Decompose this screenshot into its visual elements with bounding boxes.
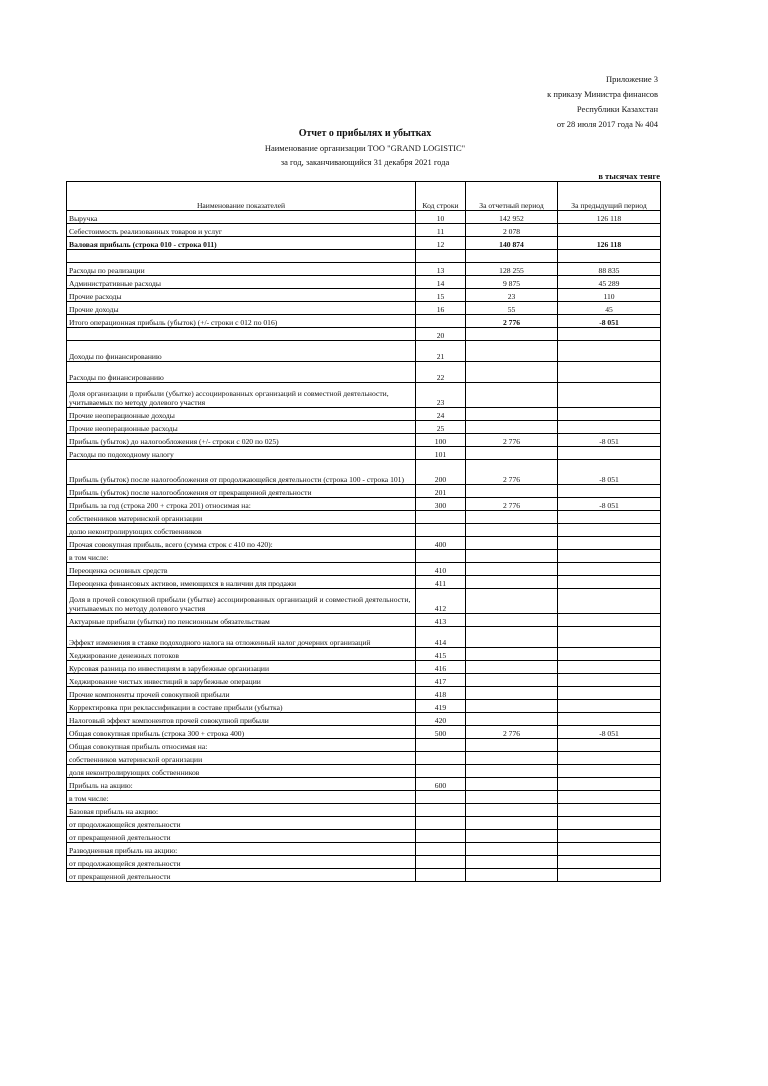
row-name-cell: долю неконтролирующих собственников bbox=[67, 524, 416, 537]
row-code-cell: 412 bbox=[416, 589, 466, 614]
table-row bbox=[67, 843, 661, 856]
row-current-value bbox=[466, 778, 558, 791]
row-code-cell: 200 bbox=[416, 460, 466, 485]
row-previous-value bbox=[558, 550, 661, 563]
row-previous-value bbox=[558, 563, 661, 576]
row-code-cell: 12 bbox=[416, 237, 466, 250]
row-current-value bbox=[466, 589, 558, 614]
table-row bbox=[67, 765, 661, 778]
row-current-value: 2 776 bbox=[466, 460, 558, 485]
table-row bbox=[67, 576, 661, 589]
row-current-value bbox=[466, 752, 558, 765]
row-current-value bbox=[466, 408, 558, 421]
appendix-note bbox=[547, 72, 658, 132]
table-row bbox=[67, 362, 661, 383]
row-code-cell: 410 bbox=[416, 563, 466, 576]
row-previous-value: -8 051 bbox=[558, 315, 661, 328]
row-code-cell: 418 bbox=[416, 687, 466, 700]
row-current-value bbox=[466, 869, 558, 882]
row-name-cell: в том числе: bbox=[67, 791, 416, 804]
row-code-cell bbox=[416, 524, 466, 537]
row-code-cell: 413 bbox=[416, 614, 466, 627]
row-current-value bbox=[466, 250, 558, 263]
row-code-cell bbox=[416, 250, 466, 263]
row-code-cell: 100 bbox=[416, 434, 466, 447]
row-current-value bbox=[466, 830, 558, 843]
table-row bbox=[67, 869, 661, 882]
table-row bbox=[67, 511, 661, 524]
table-row bbox=[67, 289, 661, 302]
row-name-cell: Общая совокупная прибыль относимая на: bbox=[67, 739, 416, 752]
row-current-value bbox=[466, 328, 558, 341]
table-row bbox=[67, 739, 661, 752]
table-row bbox=[67, 524, 661, 537]
table-row bbox=[67, 713, 661, 726]
row-current-value: 2 776 bbox=[466, 726, 558, 739]
table-row bbox=[67, 211, 661, 224]
table-row bbox=[67, 421, 661, 434]
row-name-cell: от продолжающейся деятельности bbox=[67, 817, 416, 830]
row-previous-value bbox=[558, 674, 661, 687]
row-name-cell: Прибыль (убыток) до налогообложения (+/- строки с 020 по 025) bbox=[67, 434, 416, 447]
row-current-value: 2 776 bbox=[466, 498, 558, 511]
row-previous-value bbox=[558, 383, 661, 408]
row-code-cell: 15 bbox=[416, 289, 466, 302]
table-row bbox=[67, 408, 661, 421]
row-current-value bbox=[466, 713, 558, 726]
row-current-value: 2 078 bbox=[466, 224, 558, 237]
row-name-cell: Прочие расходы bbox=[67, 289, 416, 302]
table-row bbox=[67, 485, 661, 498]
row-name-cell: собственников материнской организации bbox=[67, 752, 416, 765]
row-previous-value: 45 bbox=[558, 302, 661, 315]
row-previous-value bbox=[558, 421, 661, 434]
row-previous-value bbox=[558, 614, 661, 627]
row-current-value bbox=[466, 485, 558, 498]
row-current-value bbox=[466, 700, 558, 713]
row-previous-value bbox=[558, 341, 661, 362]
row-previous-value bbox=[558, 791, 661, 804]
row-current-value bbox=[466, 817, 558, 830]
row-current-value bbox=[466, 765, 558, 778]
row-current-value bbox=[466, 447, 558, 460]
row-previous-value bbox=[558, 752, 661, 765]
row-code-cell bbox=[416, 791, 466, 804]
table-row bbox=[67, 563, 661, 576]
row-code-cell bbox=[416, 550, 466, 563]
row-previous-value bbox=[558, 856, 661, 869]
table-header-row bbox=[67, 182, 661, 211]
row-previous-value bbox=[558, 250, 661, 263]
row-code-cell: 13 bbox=[416, 263, 466, 276]
row-current-value bbox=[466, 524, 558, 537]
table-row bbox=[67, 791, 661, 804]
table-row bbox=[67, 752, 661, 765]
row-name-cell: доля неконтролирующих собственников bbox=[67, 765, 416, 778]
row-code-cell bbox=[416, 830, 466, 843]
table-row bbox=[67, 804, 661, 817]
table-row bbox=[67, 434, 661, 447]
row-code-cell: 11 bbox=[416, 224, 466, 237]
row-previous-value bbox=[558, 687, 661, 700]
table-row bbox=[67, 589, 661, 614]
row-code-cell: 201 bbox=[416, 485, 466, 498]
row-code-cell: 16 bbox=[416, 302, 466, 315]
row-code-cell bbox=[416, 817, 466, 830]
row-name-cell bbox=[67, 250, 416, 263]
row-previous-value bbox=[558, 224, 661, 237]
row-code-cell: 24 bbox=[416, 408, 466, 421]
table-row bbox=[67, 674, 661, 687]
row-previous-value: 126 118 bbox=[558, 211, 661, 224]
row-name-cell: собственников материнской организации bbox=[67, 511, 416, 524]
row-previous-value bbox=[558, 778, 661, 791]
row-current-value bbox=[466, 362, 558, 383]
table-row bbox=[67, 315, 661, 328]
row-current-value: 2 776 bbox=[466, 434, 558, 447]
column-header-current: За отчетный период bbox=[466, 182, 558, 211]
row-previous-value bbox=[558, 537, 661, 550]
row-previous-value bbox=[558, 524, 661, 537]
row-code-cell: 10 bbox=[416, 211, 466, 224]
table-row bbox=[67, 237, 661, 250]
row-previous-value bbox=[558, 328, 661, 341]
row-current-value bbox=[466, 537, 558, 550]
appendix-line: Республики Казахстан bbox=[576, 104, 658, 114]
row-previous-value: -8 051 bbox=[558, 498, 661, 511]
row-current-value bbox=[466, 739, 558, 752]
row-previous-value bbox=[558, 447, 661, 460]
row-current-value bbox=[466, 843, 558, 856]
row-previous-value bbox=[558, 408, 661, 421]
row-code-cell: 411 bbox=[416, 576, 466, 589]
row-name-cell: Прибыль (убыток) после налогообложения от прекращенной деятельности bbox=[67, 485, 416, 498]
row-current-value bbox=[466, 674, 558, 687]
row-current-value: 9 875 bbox=[466, 276, 558, 289]
report-title: Отчет о прибылях и убытках bbox=[298, 128, 432, 139]
table-row bbox=[67, 726, 661, 739]
row-previous-value bbox=[558, 713, 661, 726]
row-code-cell: 600 bbox=[416, 778, 466, 791]
row-current-value: 140 874 bbox=[466, 237, 558, 250]
row-previous-value bbox=[558, 804, 661, 817]
income-statement-table bbox=[66, 181, 661, 882]
row-previous-value: -8 051 bbox=[558, 434, 661, 447]
row-name-cell: Общая совокупная прибыль (строка 300 + строка 400) bbox=[67, 726, 416, 739]
table-row bbox=[67, 817, 661, 830]
table-row bbox=[67, 687, 661, 700]
table-row bbox=[67, 830, 661, 843]
row-name-cell: в том числе: bbox=[67, 550, 416, 563]
table-row bbox=[67, 648, 661, 661]
table-row bbox=[67, 341, 661, 362]
row-name-cell: Хеджирование денежных потоков bbox=[67, 648, 416, 661]
table-row bbox=[67, 778, 661, 791]
row-code-cell bbox=[416, 804, 466, 817]
row-previous-value bbox=[558, 576, 661, 589]
table-row bbox=[67, 614, 661, 627]
row-name-cell: Административные расходы bbox=[67, 276, 416, 289]
row-name-cell: от прекращенной деятельности bbox=[67, 869, 416, 882]
row-name-cell: Актуарные прибыли (убытки) по пенсионным обязательствам bbox=[67, 614, 416, 627]
row-name-cell: Эффект изменения в ставке подоходного налога на отложенный налог дочерних организаций bbox=[67, 627, 416, 648]
row-previous-value bbox=[558, 511, 661, 524]
table-row bbox=[67, 661, 661, 674]
row-code-cell bbox=[416, 511, 466, 524]
table-row bbox=[67, 302, 661, 315]
row-code-cell bbox=[416, 856, 466, 869]
row-previous-value bbox=[558, 765, 661, 778]
row-current-value: 142 952 bbox=[466, 211, 558, 224]
row-current-value bbox=[466, 550, 558, 563]
row-code-cell: 500 bbox=[416, 726, 466, 739]
row-current-value bbox=[466, 383, 558, 408]
row-current-value bbox=[466, 421, 558, 434]
table-row bbox=[67, 276, 661, 289]
row-previous-value: 88 835 bbox=[558, 263, 661, 276]
row-code-cell bbox=[416, 869, 466, 882]
row-previous-value bbox=[558, 869, 661, 882]
row-name-cell: Прибыль за год (строка 200 + строка 201) относимая на: bbox=[67, 498, 416, 511]
row-code-cell: 101 bbox=[416, 447, 466, 460]
row-current-value bbox=[466, 661, 558, 674]
row-name-cell: Прочая совокупная прибыль, всего (сумма строк с 410 по 420): bbox=[67, 537, 416, 550]
row-code-cell: 414 bbox=[416, 627, 466, 648]
row-code-cell: 415 bbox=[416, 648, 466, 661]
table-row bbox=[67, 250, 661, 263]
row-current-value: 55 bbox=[466, 302, 558, 315]
currency-unit: в тысячах тенге bbox=[598, 171, 660, 181]
report-period: за год, заканчивающийся 31 декабря 2021 года bbox=[280, 157, 450, 167]
row-current-value bbox=[466, 627, 558, 648]
row-current-value bbox=[466, 563, 558, 576]
row-name-cell: Переоценка основных средств bbox=[67, 563, 416, 576]
row-code-cell: 21 bbox=[416, 341, 466, 362]
row-name-cell: Расходы по реализации bbox=[67, 263, 416, 276]
row-current-value bbox=[466, 648, 558, 661]
row-previous-value bbox=[558, 700, 661, 713]
row-previous-value bbox=[558, 817, 661, 830]
row-current-value bbox=[466, 804, 558, 817]
table-row bbox=[67, 383, 661, 408]
row-name-cell: Себестоимость реализованных товаров и услуг bbox=[67, 224, 416, 237]
table-row bbox=[67, 328, 661, 341]
column-header-code: Код строки bbox=[416, 182, 466, 211]
row-previous-value: -8 051 bbox=[558, 460, 661, 485]
column-header-previous: За предыдущий период bbox=[558, 182, 661, 211]
row-previous-value bbox=[558, 661, 661, 674]
row-previous-value: 126 118 bbox=[558, 237, 661, 250]
row-code-cell bbox=[416, 739, 466, 752]
row-name-cell: Прочие неоперационные расходы bbox=[67, 421, 416, 434]
row-previous-value bbox=[558, 589, 661, 614]
row-current-value: 23 bbox=[466, 289, 558, 302]
row-code-cell bbox=[416, 752, 466, 765]
table-row bbox=[67, 460, 661, 485]
row-code-cell: 419 bbox=[416, 700, 466, 713]
row-previous-value: 110 bbox=[558, 289, 661, 302]
table-body bbox=[67, 211, 661, 882]
row-code-cell: 400 bbox=[416, 537, 466, 550]
row-current-value bbox=[466, 576, 558, 589]
appendix-line: Приложение 3 bbox=[606, 74, 658, 84]
row-code-cell: 420 bbox=[416, 713, 466, 726]
table-row bbox=[67, 224, 661, 237]
row-name-cell: Разводненная прибыль на акцию: bbox=[67, 843, 416, 856]
row-name-cell: Итого операционная прибыль (убыток) (+/- строки с 012 по 016) bbox=[67, 315, 416, 328]
table-row bbox=[67, 700, 661, 713]
row-previous-value: 45 289 bbox=[558, 276, 661, 289]
row-name-cell: Прибыль (убыток) после налогообложения от продолжающейся деятельности (строка 100 - строка 101) bbox=[67, 460, 416, 485]
row-current-value bbox=[466, 614, 558, 627]
row-current-value bbox=[466, 511, 558, 524]
row-code-cell: 20 bbox=[416, 328, 466, 341]
row-previous-value bbox=[558, 739, 661, 752]
appendix-line: к приказу Министра финансов bbox=[547, 89, 658, 99]
row-name-cell: Корректировка при реклассификации в составе прибыли (убытка) bbox=[67, 700, 416, 713]
row-name-cell: Доля в прочей совокупной прибыли (убытке) ассоциированных организаций и совместной деятельности, учитываемых по методу долевого участия bbox=[67, 589, 416, 614]
table-row bbox=[67, 498, 661, 511]
row-name-cell: Прочие неоперационные доходы bbox=[67, 408, 416, 421]
table-row bbox=[67, 537, 661, 550]
row-current-value bbox=[466, 856, 558, 869]
row-name-cell: Прочие компоненты прочей совокупной прибыли bbox=[67, 687, 416, 700]
row-current-value bbox=[466, 791, 558, 804]
row-name-cell: Курсовая разница по инвестициям в зарубежные организации bbox=[67, 661, 416, 674]
row-code-cell: 300 bbox=[416, 498, 466, 511]
row-code-cell bbox=[416, 843, 466, 856]
row-name-cell: Налоговый эффект компонентов прочей совокупной прибыли bbox=[67, 713, 416, 726]
row-previous-value bbox=[558, 362, 661, 383]
row-name-cell bbox=[67, 328, 416, 341]
appendix-line: от 28 июля 2017 года № 404 bbox=[556, 119, 658, 129]
row-previous-value bbox=[558, 648, 661, 661]
row-code-cell: 417 bbox=[416, 674, 466, 687]
row-current-value bbox=[466, 687, 558, 700]
row-previous-value bbox=[558, 627, 661, 648]
row-name-cell: Переоценка финансовых активов, имеющихся в наличии для продажи bbox=[67, 576, 416, 589]
row-current-value: 128 255 bbox=[466, 263, 558, 276]
row-name-cell: Расходы по подоходному налогу bbox=[67, 447, 416, 460]
table-row bbox=[67, 447, 661, 460]
table-row bbox=[67, 550, 661, 563]
table-row bbox=[67, 263, 661, 276]
table-row bbox=[67, 856, 661, 869]
row-current-value bbox=[466, 341, 558, 362]
row-name-cell: Доля организации в прибыли (убытке) ассоциированных организаций и совместной деятельности, учитываемых по методу долевого участия bbox=[67, 383, 416, 408]
row-name-cell: Базовая прибыль на акцию: bbox=[67, 804, 416, 817]
row-current-value: 2 776 bbox=[466, 315, 558, 328]
row-code-cell: 416 bbox=[416, 661, 466, 674]
row-code-cell bbox=[416, 765, 466, 778]
table-row bbox=[67, 627, 661, 648]
row-name-cell: Прибыль на акцию: bbox=[67, 778, 416, 791]
row-name-cell: Прочие доходы bbox=[67, 302, 416, 315]
organization-name: Наименование организации ТОО "GRAND LOGISTIC" bbox=[264, 143, 466, 153]
row-name-cell: от продолжающейся деятельности bbox=[67, 856, 416, 869]
row-name-cell: от прекращенной деятельности bbox=[67, 830, 416, 843]
row-name-cell: Хеджирование чистых инвестиций в зарубежные операции bbox=[67, 674, 416, 687]
row-previous-value: -8 051 bbox=[558, 726, 661, 739]
row-previous-value bbox=[558, 485, 661, 498]
row-code-cell: 25 bbox=[416, 421, 466, 434]
row-previous-value bbox=[558, 843, 661, 856]
row-name-cell: Валовая прибыль (строка 010 - строка 011) bbox=[67, 237, 416, 250]
row-code-cell: 23 bbox=[416, 383, 466, 408]
row-name-cell: Расходы по финансированию bbox=[67, 362, 416, 383]
row-code-cell: 22 bbox=[416, 362, 466, 383]
row-name-cell: Доходы по финансированию bbox=[67, 341, 416, 362]
row-code-cell bbox=[416, 315, 466, 328]
row-name-cell: Выручка bbox=[67, 211, 416, 224]
column-header-indicator: Наименование показателей bbox=[67, 182, 416, 211]
row-previous-value bbox=[558, 830, 661, 843]
row-code-cell: 14 bbox=[416, 276, 466, 289]
